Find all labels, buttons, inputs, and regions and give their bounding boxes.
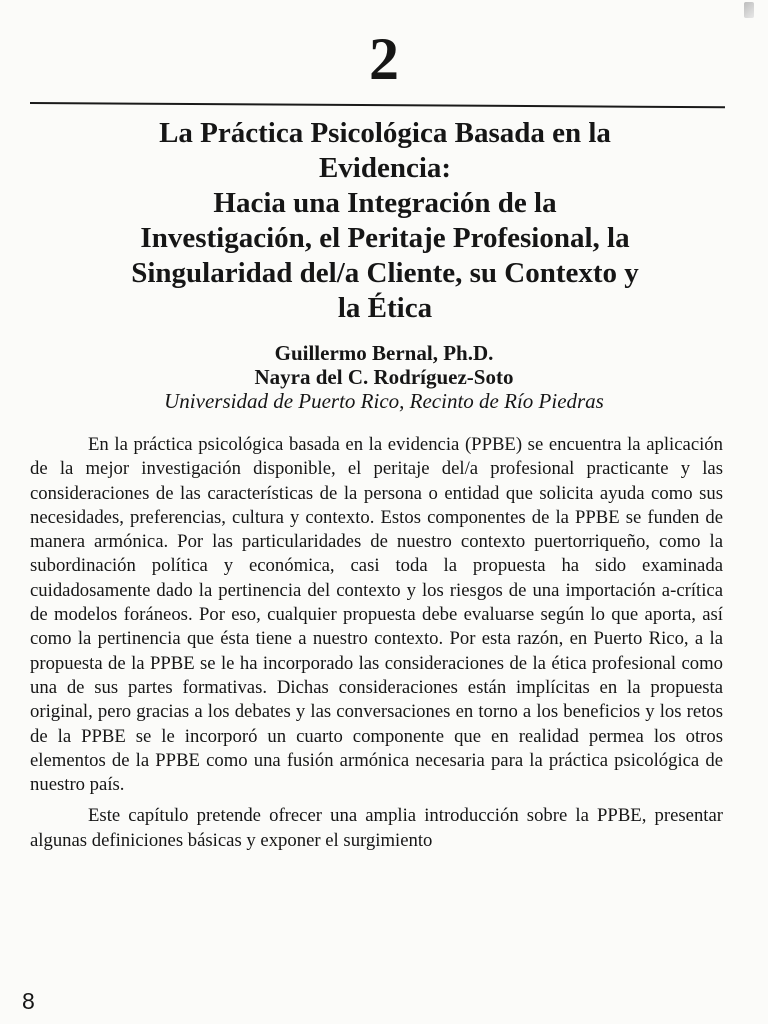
author-block bbox=[0, 341, 768, 413]
author-affiliation: Universidad de Puerto Rico, Recinto de Río Piedras bbox=[164, 389, 604, 413]
chapter-title-line: Hacia una Integración de la bbox=[213, 187, 557, 219]
chapter-title-line: La Práctica Psicológica Basada en la bbox=[159, 117, 611, 149]
chapter-title bbox=[40, 116, 730, 326]
author-name: Nayra del C. Rodríguez-Soto bbox=[254, 365, 514, 389]
body-text bbox=[30, 433, 723, 853]
chapter-title-line: Investigación, el Peritaje Profesional, la bbox=[140, 222, 630, 254]
chapter-title-line: Evidencia: bbox=[318, 152, 452, 184]
chapter-number: 2 bbox=[369, 26, 399, 92]
page-number: 8 bbox=[22, 988, 35, 1014]
author-name: Guillermo Bernal, Ph.D. bbox=[274, 341, 494, 365]
chapter-divider bbox=[30, 102, 725, 108]
chapter-title-line: Singularidad del/a Cliente, su Contexto y bbox=[131, 257, 639, 289]
body-paragraph: Este capítulo pretende ofrecer una amplia introducción sobre la PPBE, presentar algunas definiciones básicas y exponer el surgimiento bbox=[30, 805, 723, 851]
page-corner-mark bbox=[744, 2, 754, 18]
body-paragraph: En la práctica psicológica basada en la evidencia (PPBE) se encuentra la aplicación de la mejor investigación disponible, el peritaje del/a profesional practicante y las consideraciones de las características de la persona o entidad que solicita ayuda como sus necesidades, preferencias, cultura y contexto. Estos componentes de la PPBE se funden de manera armónica. Por las particularidades de nuestro contexto puertorriqueño, como la subordinación política y económica, casi toda la propuesta ha sido examinada cuidadosamente dado la pertinencia del contexto y los riesgos de una importación a-crítica de modelos foráneos. Por eso, cualquier propuesta debe evaluarse según lo que aporta, así como la pertinencia que ésta tiene a nuestro contexto. Por esta razón, en Puerto Rico, a la propuesta de la PPBE se le ha incorporado las consideraciones de la ética profesional como una de sus partes formativas. Dichas consideraciones están implícitas en la propuesta original, pero gracias a los debates y las conversaciones en torno a los beneficios y los retos de la PPBE se le incorporó un cuarto componente que en realidad permea los otros elementos de la PPBE como una fusión armónica necesaria para la práctica psicológica de nuestro país. bbox=[30, 434, 723, 796]
chapter-title-line: la Ética bbox=[337, 292, 433, 324]
